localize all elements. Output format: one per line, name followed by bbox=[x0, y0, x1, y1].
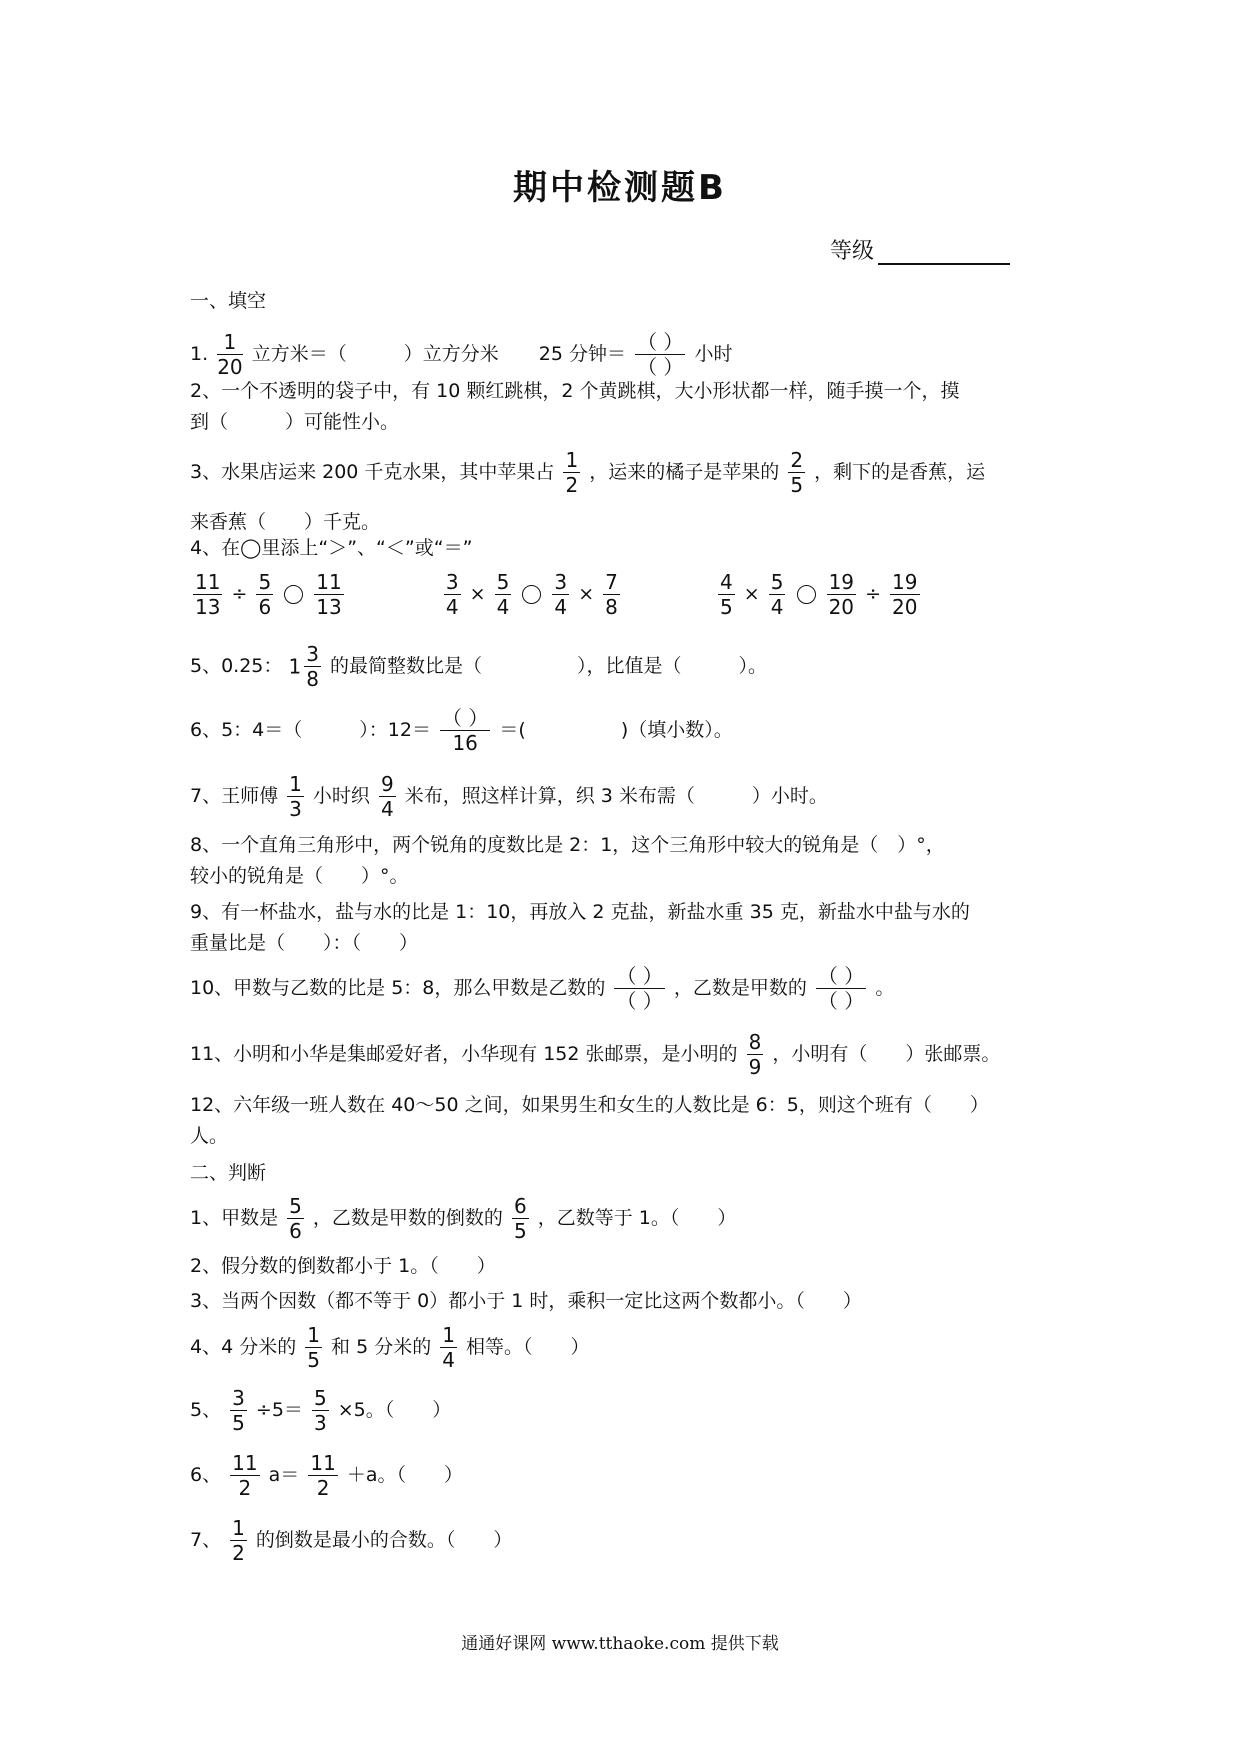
fraction-blank[interactable] bbox=[614, 966, 664, 1011]
whole-part: 1 bbox=[288, 654, 302, 679]
question-text: ÷5＝ bbox=[255, 1399, 303, 1421]
fraction bbox=[256, 572, 273, 617]
fraction bbox=[312, 1388, 329, 1433]
question-11 bbox=[190, 1032, 1000, 1077]
numerator: 5 bbox=[258, 570, 272, 594]
fraction bbox=[827, 572, 856, 617]
numerator: 19 bbox=[892, 570, 918, 594]
numerator: （ ） bbox=[616, 964, 663, 988]
question-text: 5、0.25： bbox=[190, 655, 283, 677]
fraction bbox=[495, 572, 512, 617]
fraction-blank[interactable] bbox=[635, 332, 685, 377]
operator: ÷ bbox=[865, 583, 881, 605]
denominator: 16 bbox=[452, 731, 478, 755]
compare-circle[interactable] bbox=[797, 585, 816, 604]
numerator: 1 bbox=[565, 448, 579, 472]
question-8-line-1: 8、一个直角三角形中，两个锐角的度数比是 2：1，这个三角形中较大的锐角是（ ）°， bbox=[190, 834, 945, 856]
fraction-blank[interactable] bbox=[816, 966, 866, 1011]
operator: × bbox=[578, 583, 595, 605]
question-5 bbox=[190, 644, 767, 689]
numerator: 1 bbox=[232, 1516, 245, 1540]
fraction bbox=[563, 450, 580, 495]
question-text: 小时 bbox=[694, 343, 733, 365]
denominator: 13 bbox=[195, 595, 221, 619]
numerator: （ ） bbox=[817, 964, 865, 988]
question-number: 1. bbox=[190, 343, 209, 365]
grade-blank-line[interactable] bbox=[878, 241, 1010, 265]
numerator: 1 bbox=[217, 332, 242, 355]
question-text: ，乙数是甲数的 bbox=[673, 977, 807, 999]
numerator: （ ） bbox=[442, 706, 489, 730]
numerator: 8 bbox=[748, 1030, 762, 1054]
numerator: 11 bbox=[316, 570, 342, 594]
judgement-7 bbox=[190, 1518, 512, 1563]
denominator: 20 bbox=[892, 595, 918, 619]
question-text: 10、甲数与乙数的比是 5：8，那么甲数是乙数的 bbox=[190, 977, 606, 999]
denominator: （ ） bbox=[817, 989, 865, 1013]
judgement-4 bbox=[190, 1325, 590, 1370]
fraction bbox=[379, 774, 396, 819]
question-1 bbox=[190, 332, 732, 377]
question-6 bbox=[190, 708, 733, 753]
compare-circle[interactable] bbox=[522, 585, 541, 604]
numerator: 3 bbox=[554, 570, 568, 594]
numerator: 3 bbox=[232, 1386, 245, 1410]
judgement-5 bbox=[190, 1388, 451, 1433]
numerator: 1 bbox=[289, 772, 302, 796]
numerator: 1 bbox=[307, 1323, 320, 1347]
question-text: ，剩下的是香蕉，运 bbox=[814, 461, 986, 483]
footer-download-note: 通通好课网 www.tthaoke.com 提供下载 bbox=[461, 1634, 779, 1654]
denominator: 9 bbox=[748, 1055, 762, 1079]
question-4-comparisons bbox=[190, 572, 923, 617]
question-text: a＝ bbox=[268, 1464, 300, 1486]
fraction bbox=[287, 1196, 304, 1241]
fraction bbox=[747, 1032, 764, 1077]
fraction bbox=[304, 644, 321, 689]
numerator: 5 bbox=[770, 570, 784, 594]
denominator: 5 bbox=[232, 1411, 245, 1435]
question-4-heading: 4、在◯里添上“＞”、“＜”或“＝” bbox=[190, 537, 473, 559]
judgement-1 bbox=[190, 1196, 736, 1241]
numerator: 5 bbox=[496, 570, 510, 594]
fraction bbox=[552, 572, 569, 617]
fraction bbox=[314, 572, 343, 617]
denominator: 5 bbox=[720, 595, 733, 619]
fraction bbox=[444, 572, 461, 617]
denominator: 20 bbox=[828, 595, 855, 619]
numerator: 11 bbox=[310, 1451, 336, 1475]
numerator: 7 bbox=[605, 570, 618, 594]
numerator: 3 bbox=[445, 570, 459, 594]
denominator: 4 bbox=[554, 595, 568, 619]
question-text: 7、 bbox=[190, 1529, 222, 1551]
section-judgement-heading: 二、判断 bbox=[190, 1162, 267, 1184]
denominator: 4 bbox=[442, 1348, 455, 1372]
denominator: 8 bbox=[605, 595, 618, 619]
question-2-line-2: 到（ ）可能性小。 bbox=[190, 411, 400, 433]
numerator: 6 bbox=[513, 1194, 527, 1218]
question-text: 的最简整数比是（ ），比值是（ ）。 bbox=[329, 655, 767, 677]
denominator: （ ） bbox=[637, 355, 684, 379]
question-text: 7、王师傅 bbox=[190, 785, 279, 807]
judgement-2: 2、假分数的倒数都小于 1。（ ） bbox=[190, 1255, 496, 1277]
question-text: 。 bbox=[875, 977, 895, 999]
denominator: 20 bbox=[217, 355, 243, 379]
denominator: 3 bbox=[289, 797, 302, 821]
judgement-3: 3、当两个因数（都不等于 0）都小于 1 时，乘积一定比这两个数都小。（ ） bbox=[190, 1290, 862, 1312]
numerator: 4 bbox=[720, 570, 733, 594]
question-2-line-1: 2、一个不透明的袋子中，有 10 颗红跳棋，2 个黄跳棋，大小形状都一样，随手摸一个，摸 bbox=[190, 380, 960, 402]
question-text: 小时织 bbox=[312, 785, 370, 807]
fraction bbox=[890, 572, 919, 617]
mixed-number bbox=[288, 642, 323, 691]
question-10 bbox=[190, 966, 894, 1011]
denominator: 6 bbox=[289, 1219, 302, 1243]
question-12-line-1: 12、六年级一班人数在 40～50 之间，如果男生和女生的人数比是 6：5，则这个班有（ ） bbox=[190, 1094, 989, 1116]
question-text: 1、甲数是 bbox=[190, 1207, 279, 1229]
denominator: 13 bbox=[316, 595, 342, 619]
fraction bbox=[305, 1325, 322, 1370]
fraction bbox=[230, 1453, 259, 1498]
numerator: 1 bbox=[442, 1323, 455, 1347]
question-text: 6、 bbox=[190, 1464, 222, 1486]
question-12-line-2: 人。 bbox=[190, 1125, 229, 1147]
numerator: 3 bbox=[306, 642, 319, 666]
question-text: ，乙数等于 1。（ ） bbox=[537, 1207, 737, 1229]
question-text: 25 分钟＝ bbox=[538, 343, 627, 365]
question-text: 立方米＝（ ）立方分米 bbox=[251, 343, 499, 365]
fraction bbox=[308, 1453, 337, 1498]
denominator: 6 bbox=[258, 595, 272, 619]
page-title: 期中检测题B bbox=[513, 168, 727, 208]
fraction-blank[interactable] bbox=[440, 708, 490, 753]
question-text: 6、5：4＝（ ）：12＝ bbox=[190, 719, 431, 741]
numerator: 5 bbox=[313, 1386, 327, 1410]
denominator: 2 bbox=[238, 1476, 252, 1500]
denominator: （ ） bbox=[616, 989, 663, 1013]
question-3-line-2: 来香蕉（ ）千克。 bbox=[190, 511, 381, 533]
question-text: 5、 bbox=[190, 1399, 222, 1421]
fraction bbox=[769, 572, 786, 617]
denominator: 2 bbox=[316, 1476, 330, 1500]
question-text: ＝( )（填小数）。 bbox=[499, 719, 733, 741]
question-text: ，乙数是甲数的倒数的 bbox=[312, 1207, 503, 1229]
denominator: 4 bbox=[496, 595, 510, 619]
question-9-line-1: 9、有一杯盐水，盐与水的比是 1：10，再放入 2 克盐，新盐水重 35 克，新盐水中盐与水的 bbox=[190, 901, 970, 923]
denominator: 4 bbox=[380, 797, 394, 821]
fraction bbox=[217, 332, 242, 377]
denominator: 3 bbox=[313, 1411, 327, 1435]
denominator: 5 bbox=[307, 1348, 320, 1372]
question-text: ，运来的橘子是苹果的 bbox=[589, 461, 780, 483]
denominator: 4 bbox=[445, 595, 459, 619]
denominator: 2 bbox=[565, 473, 579, 497]
fraction bbox=[193, 572, 222, 617]
fraction bbox=[603, 572, 620, 617]
fraction bbox=[718, 572, 735, 617]
question-text: ，小明有（ ）张邮票。 bbox=[772, 1043, 1001, 1065]
fraction bbox=[287, 774, 304, 819]
fraction bbox=[788, 450, 805, 495]
numerator: （ ） bbox=[637, 330, 684, 354]
judgement-6 bbox=[190, 1453, 463, 1498]
question-text: 3、水果店运来 200 千克水果，其中苹果占 bbox=[190, 461, 555, 483]
question-text: 4、4 分米的 bbox=[190, 1336, 297, 1358]
fraction bbox=[440, 1325, 457, 1370]
section-fill-in-heading: 一、填空 bbox=[190, 290, 267, 312]
numerator: 5 bbox=[289, 1194, 302, 1218]
operator: × bbox=[743, 583, 760, 605]
question-text: 的倒数是最小的合数。（ ） bbox=[255, 1529, 513, 1551]
grade-field bbox=[830, 234, 1010, 265]
operator: × bbox=[469, 583, 486, 605]
question-text: 和 5 分米的 bbox=[331, 1336, 432, 1358]
denominator: 2 bbox=[232, 1541, 245, 1565]
question-text: ×5。（ ） bbox=[337, 1399, 452, 1421]
denominator: 4 bbox=[770, 595, 784, 619]
question-text: 米布，照这样计算，织 3 米布需（ ）小时。 bbox=[404, 785, 828, 807]
grade-label: 等级 bbox=[830, 239, 875, 264]
question-text: 相等。（ ） bbox=[466, 1336, 590, 1358]
denominator: 5 bbox=[513, 1219, 527, 1243]
numerator: 11 bbox=[195, 570, 221, 594]
numerator: 2 bbox=[790, 448, 804, 472]
compare-circle[interactable] bbox=[284, 585, 303, 604]
question-9-line-2: 重量比是（ ）：（ ） bbox=[190, 932, 419, 954]
fraction bbox=[230, 1388, 247, 1433]
question-7 bbox=[190, 774, 828, 819]
question-text: ＋a。（ ） bbox=[346, 1464, 463, 1486]
numerator: 19 bbox=[828, 570, 855, 594]
question-text: 11、小明和小华是集邮爱好者，小华现有 152 张邮票，是小明的 bbox=[190, 1043, 738, 1065]
fraction bbox=[512, 1196, 529, 1241]
operator: ÷ bbox=[231, 583, 248, 605]
fraction bbox=[230, 1518, 247, 1563]
question-8-line-2: 较小的锐角是（ ）°。 bbox=[190, 865, 409, 887]
question-3 bbox=[190, 450, 985, 495]
denominator: 5 bbox=[790, 473, 804, 497]
denominator: 8 bbox=[306, 667, 319, 691]
numerator: 11 bbox=[232, 1451, 258, 1475]
numerator: 9 bbox=[380, 772, 394, 796]
